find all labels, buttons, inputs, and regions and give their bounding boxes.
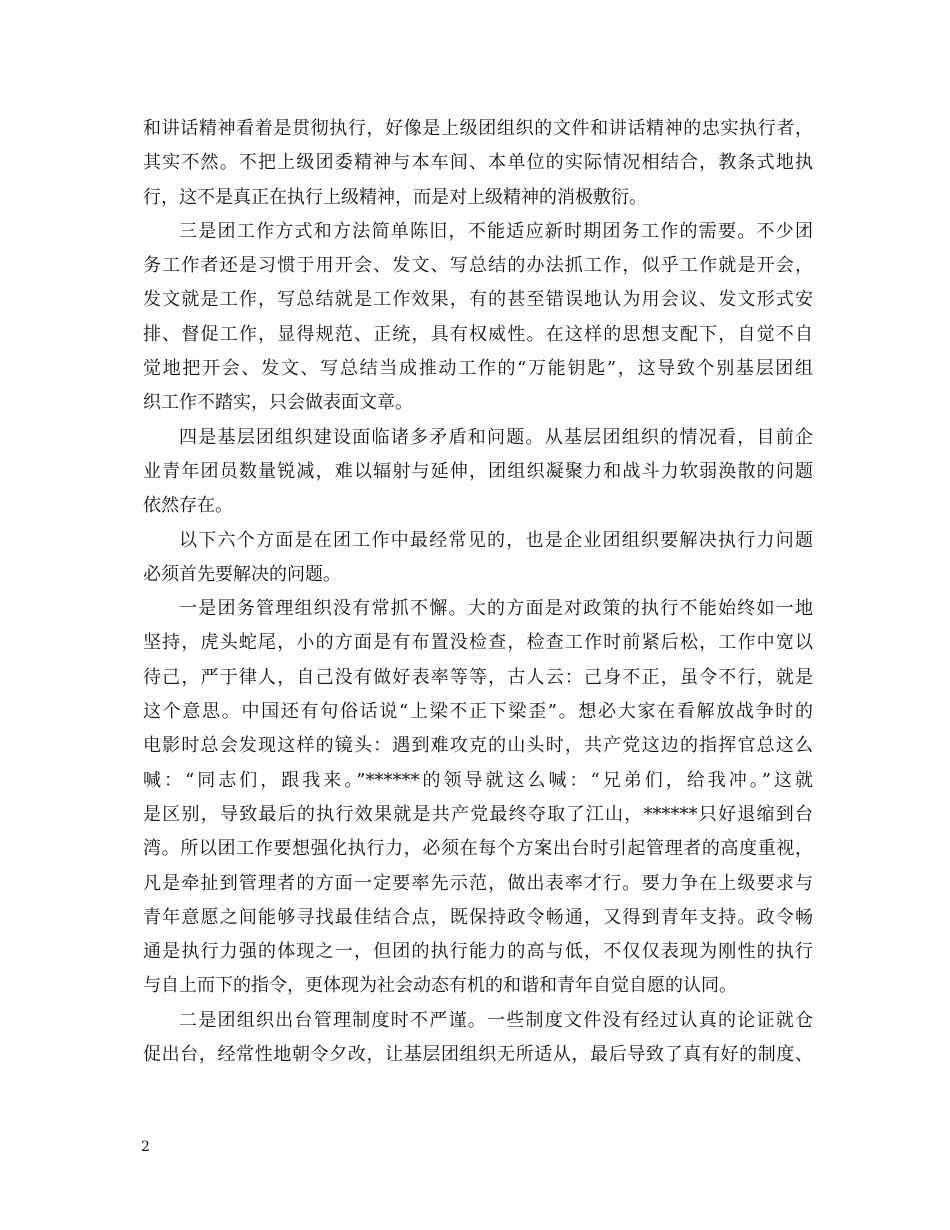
text-line: 排、督促工作，显得规范、正统，具有权威性。在这样的思想支配下，自觉不自 — [143, 323, 813, 345]
text-line: 依然存在。 — [143, 495, 233, 517]
paragraph — [143, 215, 813, 421]
text-line: 青年意愿之间能够寻找最佳结合点，既保持政令畅通，又得到青年支持。政令畅 — [143, 906, 813, 928]
text-line: 二是团组织出台管理制度时不严谨。一些制度文件没有经过认真的论证就仓 — [179, 1009, 813, 1031]
text-line: 这个意思。中国还有句俗话说“上梁不正下梁歪”。想必大家在看解放战争时的 — [143, 701, 813, 723]
text-line: 织工作不踏实，只会做表面文章。 — [143, 392, 413, 414]
document-body — [143, 112, 813, 1072]
text-line: 湾。所以团工作要想强化执行力，必须在每个方案出台时引起管理者的高度重视， — [143, 838, 813, 860]
paragraph — [143, 112, 813, 215]
text-line: 与自上而下的指令，更体现为社会动态有机的和谐和青年自觉自愿的认同。 — [143, 975, 737, 997]
text-line: 以下六个方面是在团工作中最经常见的，也是企业团组织要解决执行力问题 — [179, 529, 813, 551]
text-line: 业青年团员数量锐减，难以辐射与延伸，团组织凝聚力和战斗力软弱涣散的问题 — [143, 460, 813, 482]
text-line: 务工作者还是习惯于用开会、发文、写总结的办法抓工作，似乎工作就是开会， — [143, 255, 813, 277]
text-line: 凡是牵扯到管理者的方面一定要率先示范，做出表率才行。要力争在上级要求与 — [143, 872, 813, 894]
text-line: 三是团工作方式和方法简单陈旧，不能适应新时期团务工作的需要。不少团 — [179, 220, 813, 242]
text-line: 和讲话精神看着是贯彻执行，好像是上级团组织的文件和讲话精神的忠实执行者， — [143, 118, 813, 139]
paragraph — [143, 421, 813, 524]
text-line: 发文就是工作，写总结就是工作效果，有的甚至错误地认为用会议、发文形式安 — [143, 289, 813, 311]
text-line: 是区别，导致最后的执行效果就是共产党最终夺取了江山，******只好退缩到台 — [143, 803, 813, 825]
text-line: 喊：“同志们，跟我来。”******的领导就这么喊：“兄弟们，给我冲。”这就 — [143, 769, 813, 791]
text-line: 必须首先要解决的问题。 — [143, 563, 341, 585]
page-number: 2 — [141, 1139, 150, 1155]
text-line: 一是团务管理组织没有常抓不懈。大的方面是对政策的执行不能始终如一地 — [179, 598, 813, 620]
text-line: 通是执行力强的体现之一，但团的执行能力的高与低，不仅仅表现为刚性的执行 — [143, 941, 813, 963]
text-line: 坚持，虎头蛇尾，小的方面是有布置没检查，检查工作时前紧后松，工作中宽以 — [143, 632, 813, 654]
text-line: 待己，严于律人，自己没有做好表率等等，古人云：己身不正，虽令不行，就是 — [143, 666, 813, 688]
paragraph — [143, 524, 813, 593]
text-line: 促出台，经常性地朝令夕改，让基层团组织无所适从，最后导致了真有好的制度、 — [143, 1044, 813, 1066]
text-line: 电影时总会发现这样的镜头：遇到难攻克的山头时，共产党这边的指挥官总这么 — [143, 735, 813, 757]
paragraph — [143, 1004, 813, 1073]
text-line: 其实不然。不把上级团委精神与本车间、本单位的实际情况相结合，教条式地执 — [143, 152, 813, 174]
text-line: 行，这不是真正在执行上级精神，而是对上级精神的消极敷衍。 — [143, 186, 647, 208]
paragraph — [143, 592, 813, 1004]
text-line: 四是基层团组织建设面临诸多矛盾和问题。从基层团组织的情况看，目前企 — [179, 426, 813, 448]
text-line: 觉地把开会、发文、写总结当成推动工作的“万能钥匙”，这导致个别基层团组 — [143, 358, 813, 380]
